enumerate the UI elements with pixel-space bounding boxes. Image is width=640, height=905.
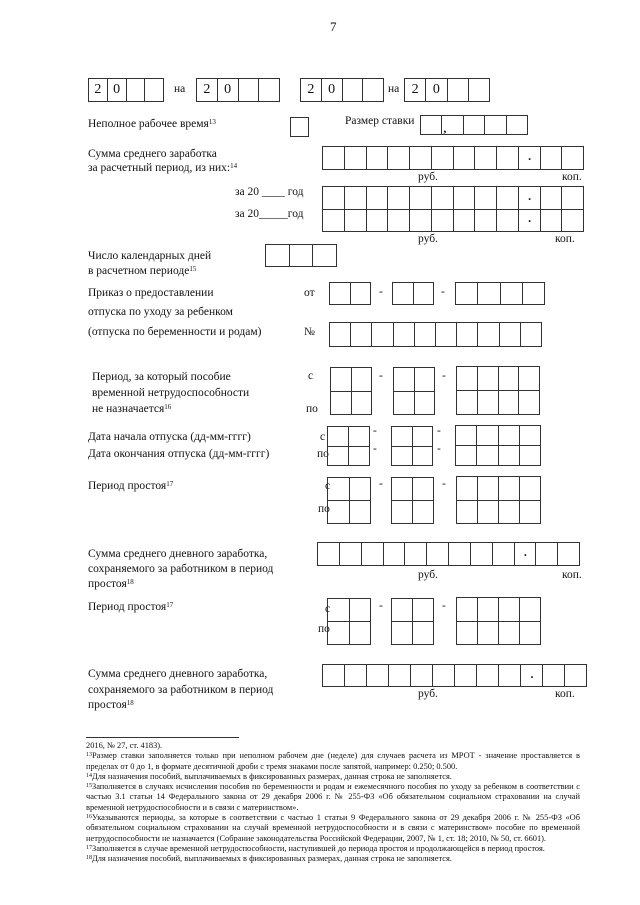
leave-start-label: Дата начала отпуска (дд-мм-гггг) (88, 431, 251, 443)
input-cell[interactable] (405, 543, 427, 566)
dash: - (442, 370, 446, 382)
input-cell[interactable] (345, 210, 367, 233)
downtime2-day-field[interactable] (327, 598, 371, 645)
input-cell[interactable] (454, 210, 476, 233)
leave-end-label: Дата окончания отпуска (дд-мм-гггг) (88, 448, 270, 460)
input-cell[interactable] (457, 598, 478, 622)
input-cell[interactable] (389, 665, 411, 687)
cell-value: 2 (411, 82, 419, 97)
dash: - (373, 425, 377, 437)
input-cell[interactable] (266, 245, 290, 267)
footnote: $^{14}$Для назначения пособий, выплачиваемых в фиксированных размерах, данная строка не заполняется. (86, 771, 452, 781)
input-cell[interactable] (523, 283, 545, 305)
input-cell[interactable] (432, 210, 454, 233)
input-cell[interactable] (436, 323, 457, 347)
input-cell[interactable] (520, 477, 541, 501)
dash: - (437, 425, 441, 437)
cell-value: 2 (307, 82, 315, 97)
input-cell[interactable] (410, 147, 432, 170)
dash: - (379, 370, 383, 382)
input-cell[interactable] (410, 187, 432, 210)
year-to-2[interactable] (404, 78, 490, 102)
input-cell[interactable] (330, 323, 351, 347)
order-number-field[interactable] (329, 322, 542, 347)
input-cell[interactable] (499, 367, 520, 391)
input-cell[interactable] (340, 543, 362, 566)
input-cell[interactable] (432, 147, 454, 170)
input-cell[interactable] (413, 501, 434, 524)
input-cell[interactable] (432, 187, 454, 210)
downtime-earnings-field[interactable] (317, 542, 580, 566)
input-cell[interactable] (454, 147, 476, 170)
order-year-field[interactable] (455, 282, 545, 305)
input-cell[interactable] (415, 323, 436, 347)
input-cell[interactable] (145, 79, 164, 102)
input-cell[interactable] (499, 446, 520, 466)
decimal-separator: . (528, 211, 532, 226)
year-from-1[interactable] (88, 78, 164, 102)
no-benefit-label-3: не назначается$^{16}$ (92, 403, 172, 415)
input-cell[interactable] (350, 622, 372, 645)
input-cell[interactable] (519, 187, 541, 210)
input-cell[interactable] (313, 245, 337, 267)
input-cell[interactable] (520, 598, 541, 622)
footnote: $^{13}$Размер ставки заполняется только при неполном рабочем дне (неделе) для случаев расчета из МРОТ - значение проставляется в пределах от 0 до 1, в формате десятичной дроби с тремя знаками после запятой, например: 0.250; 0.500. (86, 751, 580, 771)
leave-day-field[interactable] (327, 426, 370, 466)
input-cell[interactable] (536, 543, 558, 566)
order-day-field[interactable] (329, 282, 371, 305)
footnote: $^{18}$Для назначения пособий, выплачиваемых в фиксированных размерах, данная строка не заполняется. (86, 854, 452, 864)
downtime-earnings-label-3: простоя$^{18}$ (88, 578, 134, 590)
input-cell[interactable] (541, 147, 563, 170)
input-cell[interactable] (127, 79, 146, 102)
to-label: по (317, 448, 329, 460)
input-cell[interactable] (457, 501, 478, 525)
downtime-earnings-label-2: сохраняемого за работником в период (88, 563, 274, 575)
input-cell[interactable] (362, 543, 384, 566)
from-label: с (320, 431, 326, 443)
input-cell[interactable] (478, 598, 499, 622)
downtime2-earnings-field[interactable] (322, 664, 587, 687)
input-cell[interactable] (413, 599, 434, 622)
input-cell[interactable] (291, 118, 309, 137)
input-cell[interactable] (497, 210, 519, 233)
footnote: 2016, № 27, ст. 4183). (86, 741, 163, 750)
calendar-days-field[interactable] (265, 244, 337, 267)
input-cell[interactable] (456, 426, 477, 446)
dash: - (379, 478, 383, 490)
input-cell[interactable] (499, 622, 520, 646)
input-cell[interactable] (562, 147, 584, 170)
year-to-1[interactable] (196, 78, 280, 102)
input-cell[interactable] (301, 79, 322, 102)
input-cell[interactable] (352, 392, 373, 416)
input-cell[interactable] (392, 599, 413, 622)
cell-value: 2 (203, 82, 211, 97)
no-benefit-month-field[interactable] (393, 367, 435, 415)
input-cell[interactable] (323, 147, 345, 170)
input-cell[interactable] (520, 426, 541, 446)
input-cell[interactable] (427, 543, 449, 566)
input-cell[interactable] (478, 367, 499, 391)
footnotes (86, 741, 580, 865)
input-cell[interactable] (485, 116, 506, 135)
dash: - (373, 443, 377, 455)
calendar-days-label-2: в расчетном периоде$^{15}$ (88, 265, 197, 277)
cell-value: 0 (328, 82, 336, 97)
input-cell[interactable] (519, 147, 541, 170)
input-cell[interactable] (475, 147, 497, 170)
downtime2-year-field[interactable] (456, 597, 541, 645)
input-cell[interactable] (345, 187, 367, 210)
dash: - (437, 443, 441, 455)
leave-order-label-1: Приказ о предоставлении (88, 287, 214, 299)
input-cell[interactable] (392, 501, 413, 524)
input-cell[interactable] (497, 147, 519, 170)
input-cell[interactable] (493, 543, 515, 566)
rate-label: Размер ставки (345, 115, 415, 127)
input-cell[interactable] (323, 187, 345, 210)
input-cell[interactable] (392, 427, 413, 447)
input-cell[interactable] (426, 79, 447, 102)
no-benefit-year-field[interactable] (456, 366, 540, 415)
kop-label: коп. (555, 688, 575, 700)
downtime-earnings-label-2: сохраняемого за работником в период (88, 684, 274, 696)
downtime-month-field[interactable] (391, 477, 434, 524)
input-cell[interactable] (394, 368, 415, 392)
input-cell[interactable] (350, 599, 372, 622)
input-cell[interactable] (349, 447, 370, 467)
input-cell[interactable] (413, 622, 434, 645)
cell-value: 2 (94, 82, 102, 97)
cell-value: 0 (432, 82, 440, 97)
input-cell[interactable] (413, 427, 434, 447)
input-cell[interactable] (345, 147, 367, 170)
input-cell[interactable] (89, 79, 108, 102)
rub-label: руб. (418, 569, 438, 581)
input-cell[interactable] (328, 599, 350, 622)
input-cell[interactable] (499, 426, 520, 446)
from-label: с (325, 603, 331, 615)
order-month-field[interactable] (392, 282, 434, 305)
input-cell[interactable] (352, 368, 373, 392)
input-cell[interactable] (388, 147, 410, 170)
input-cell[interactable] (478, 477, 499, 501)
downtime-earnings-label-1: Сумма среднего дневного заработка, (88, 668, 268, 680)
to-label: по (306, 403, 318, 415)
input-cell[interactable] (367, 147, 389, 170)
rub-label: руб. (418, 688, 438, 700)
year-2-label: за 20_____год (235, 208, 304, 220)
input-cell[interactable] (478, 622, 499, 646)
dash: - (442, 478, 446, 490)
input-cell[interactable] (414, 283, 435, 305)
rate-field[interactable] (420, 115, 528, 135)
input-cell[interactable] (415, 368, 436, 392)
part-time-checkbox[interactable] (290, 117, 309, 137)
input-cell[interactable] (457, 323, 478, 347)
avg-earnings-label-2: за расчетный период, из них:$^{14}$ (88, 162, 238, 174)
downtime-day-field[interactable] (327, 477, 371, 524)
kop-label: коп. (555, 233, 575, 245)
leave-order-label-2: отпуска по уходу за ребенком (88, 306, 233, 318)
avg-earnings-field[interactable] (322, 146, 584, 170)
input-cell[interactable] (500, 323, 521, 347)
input-cell[interactable] (457, 477, 478, 501)
avg-earnings-label-1: Сумма среднего заработка (88, 148, 217, 160)
input-cell[interactable] (413, 478, 434, 501)
input-cell[interactable] (457, 367, 478, 391)
calendar-days-label-1: Число календарных дней (88, 250, 212, 262)
input-cell[interactable] (456, 446, 477, 466)
input-cell[interactable] (455, 665, 477, 687)
input-cell[interactable] (477, 665, 499, 687)
leave-order-label-3: (отпуска по беременности и родам) (88, 326, 262, 338)
downtime-label: Период простоя$^{17}$ (88, 601, 174, 613)
na-label: на (388, 83, 400, 95)
input-cell[interactable] (541, 210, 563, 233)
input-cell[interactable] (543, 665, 565, 687)
input-cell[interactable] (108, 79, 127, 102)
input-cell[interactable] (457, 391, 478, 415)
input-cell[interactable] (499, 665, 521, 687)
input-cell[interactable] (350, 501, 372, 524)
decimal-separator: . (528, 149, 532, 164)
dash: - (379, 286, 383, 298)
dash: - (442, 600, 446, 612)
from-label: с (308, 370, 314, 382)
input-cell[interactable] (239, 79, 260, 102)
input-cell[interactable] (330, 283, 351, 305)
input-cell[interactable] (562, 210, 584, 233)
input-cell[interactable] (475, 187, 497, 210)
input-cell[interactable] (392, 622, 413, 645)
input-cell[interactable] (565, 665, 587, 687)
part-time-label: Неполное рабочее время$^{13}$ (88, 118, 216, 130)
decimal-separator: . (523, 545, 527, 560)
input-cell[interactable] (394, 392, 415, 416)
input-cell[interactable] (464, 116, 485, 135)
kop-label: коп. (562, 171, 582, 183)
rub-label: руб. (418, 233, 438, 245)
year-earnings-field[interactable] (322, 186, 584, 232)
kop-label: коп. (562, 569, 582, 581)
input-cell[interactable] (507, 116, 528, 135)
input-cell[interactable] (413, 447, 434, 467)
input-cell[interactable] (290, 245, 314, 267)
footnote-divider (86, 737, 239, 738)
input-cell[interactable] (318, 543, 340, 566)
input-cell[interactable] (259, 79, 280, 102)
input-cell[interactable] (478, 391, 499, 415)
input-cell[interactable] (558, 543, 580, 566)
input-cell[interactable] (457, 622, 478, 646)
from-label: от (304, 287, 315, 299)
from-label: с (325, 480, 331, 492)
dash: - (441, 286, 445, 298)
year-1-label: за 20 ____ год (235, 186, 304, 198)
input-cell[interactable] (433, 665, 455, 687)
input-cell[interactable] (519, 367, 540, 391)
input-cell[interactable] (478, 283, 500, 305)
input-cell[interactable] (367, 210, 389, 233)
input-cell[interactable] (343, 79, 364, 102)
input-cell[interactable] (448, 79, 469, 102)
input-cell[interactable] (477, 446, 498, 466)
page-number: 7 (330, 19, 337, 34)
input-cell[interactable] (520, 446, 541, 466)
input-cell[interactable] (421, 116, 442, 135)
input-cell[interactable] (393, 283, 414, 305)
input-cell[interactable] (392, 478, 413, 501)
downtime-label: Период простоя$^{17}$ (88, 480, 174, 492)
to-label: по (318, 503, 330, 515)
input-cell[interactable] (469, 79, 490, 102)
no-benefit-day-field[interactable] (330, 367, 372, 415)
input-cell[interactable] (520, 501, 541, 525)
input-cell[interactable] (345, 665, 367, 687)
input-cell[interactable] (323, 210, 345, 233)
input-cell[interactable] (363, 79, 384, 102)
input-cell[interactable] (367, 665, 389, 687)
downtime-earnings-label-1: Сумма среднего дневного заработка, (88, 548, 268, 560)
input-cell[interactable] (331, 368, 352, 392)
input-cell[interactable] (394, 323, 415, 347)
no-benefit-label-1: Период, за который пособие (92, 371, 231, 383)
cell-value: 0 (224, 82, 232, 97)
input-cell[interactable] (541, 187, 563, 210)
decimal-separator: , (443, 121, 447, 135)
input-cell[interactable] (328, 501, 350, 524)
decimal-separator: . (530, 666, 534, 681)
input-cell[interactable] (323, 665, 345, 687)
input-cell[interactable] (456, 283, 478, 305)
input-cell[interactable] (499, 598, 520, 622)
number-label: № (304, 326, 315, 338)
cell-value: 0 (113, 82, 121, 97)
downtime2-month-field[interactable] (391, 598, 434, 645)
leave-year-field[interactable] (455, 425, 541, 466)
input-cell[interactable] (519, 391, 540, 415)
year-from-2[interactable] (300, 78, 384, 102)
input-cell[interactable] (328, 427, 349, 447)
input-cell[interactable] (367, 187, 389, 210)
input-cell[interactable] (478, 501, 499, 525)
dash: - (379, 600, 383, 612)
input-cell[interactable] (477, 426, 498, 446)
input-cell[interactable] (322, 79, 343, 102)
to-label: по (318, 623, 330, 635)
input-cell[interactable] (562, 187, 584, 210)
input-cell[interactable] (475, 210, 497, 233)
input-cell[interactable] (349, 427, 370, 447)
input-cell[interactable] (415, 392, 436, 416)
input-cell[interactable] (478, 323, 499, 347)
no-benefit-label-2: временной нетрудоспособности (92, 387, 250, 399)
downtime-earnings-label-3: простоя$^{18}$ (88, 699, 134, 711)
input-cell[interactable] (520, 622, 541, 646)
input-cell[interactable] (388, 210, 410, 233)
input-cell[interactable] (449, 543, 471, 566)
input-cell[interactable] (328, 478, 350, 501)
input-cell[interactable] (410, 210, 432, 233)
footnote: $^{17}$Заполняется в случае временной нетрудоспособности, наступившей до периода простоя и продолжающейся в период простоя. (86, 843, 545, 853)
input-cell[interactable] (372, 323, 393, 347)
input-cell[interactable] (454, 187, 476, 210)
input-cell[interactable] (501, 283, 523, 305)
input-cell[interactable] (405, 79, 426, 102)
input-cell[interactable] (328, 447, 349, 467)
input-cell[interactable] (519, 210, 541, 233)
rub-label: руб. (418, 171, 438, 183)
input-cell[interactable] (499, 501, 520, 525)
input-cell[interactable] (521, 323, 542, 347)
footnote: $^{15}$Заполняется в случаях исчисления пособия по беременности и родам и ежемесячного пособия по уходу за ребенком в соответствии с частью 3.1 статьи 14 Федерального закона от 29 декабря 2006 г. № 255-ФЗ «Об обязательном социальном страховании на случай временной нетрудоспособности и в связи с материнством». (86, 782, 580, 812)
input-cell[interactable] (331, 392, 352, 416)
input-cell[interactable] (350, 478, 372, 501)
input-cell[interactable] (442, 116, 463, 135)
input-cell[interactable] (521, 665, 543, 687)
input-cell[interactable] (218, 79, 239, 102)
input-cell[interactable] (384, 543, 406, 566)
downtime-year-field[interactable] (456, 476, 541, 524)
input-cell[interactable] (499, 477, 520, 501)
input-cell[interactable] (392, 447, 413, 467)
input-cell[interactable] (328, 622, 350, 645)
input-cell[interactable] (197, 79, 218, 102)
input-cell[interactable] (351, 283, 372, 305)
input-cell[interactable] (497, 187, 519, 210)
na-label: на (174, 83, 186, 95)
input-cell[interactable] (351, 323, 372, 347)
input-cell[interactable] (411, 665, 433, 687)
footnote: $^{16}$Указываются периоды, за которые в соответствии с частью 1 статьи 9 Федерального закона от 29 декабря 2006 г. № 255-ФЗ «Об обязательном социальном страховании на случай временной нетрудоспособности и в связи с материнством» пособие по временной нетрудоспособности не назначается (Собрание законодательства Российской Федерации, 2007, № 1, ст. 18; 2010, № 50, ст. 6601). (86, 813, 580, 843)
input-cell[interactable] (471, 543, 493, 566)
input-cell[interactable] (499, 391, 520, 415)
decimal-separator: . (528, 188, 532, 203)
input-cell[interactable] (515, 543, 537, 566)
leave-month-field[interactable] (391, 426, 433, 466)
input-cell[interactable] (388, 187, 410, 210)
